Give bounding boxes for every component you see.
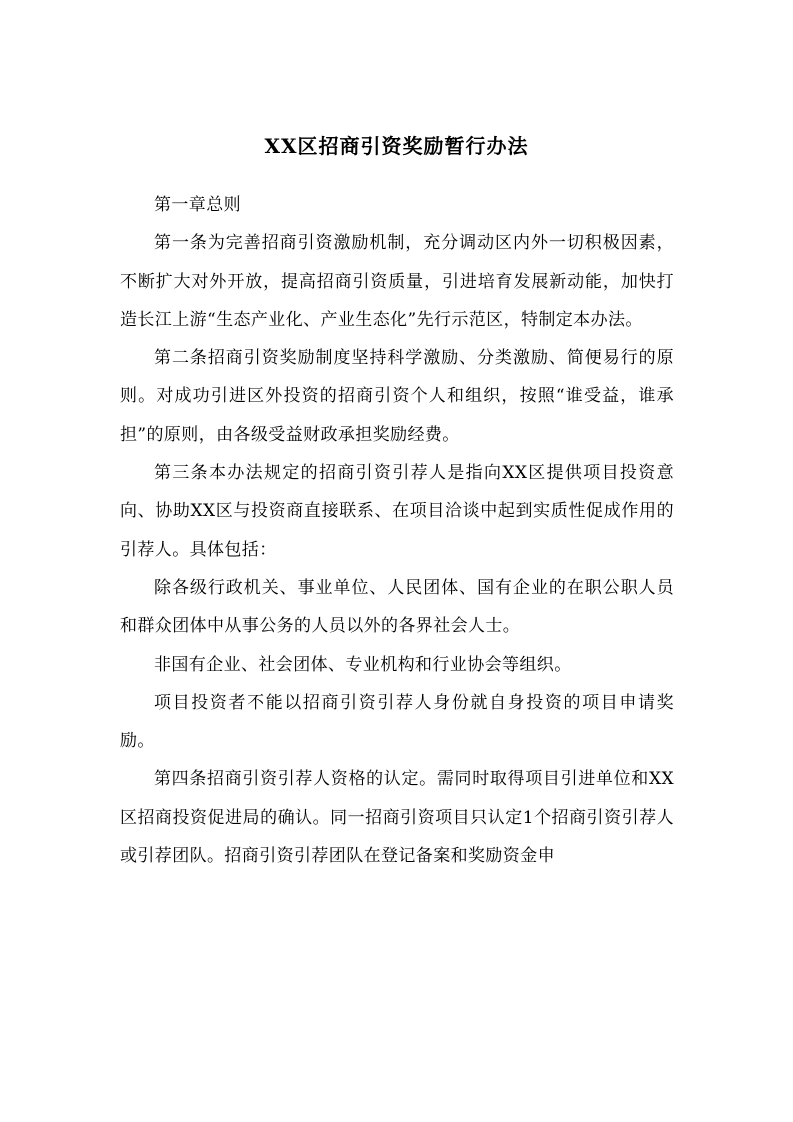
article-4-paragraph: 第四条招商引资引荐人资格的认定。需同时取得项目引进单位和XX区招商投资促进局的确认。同一招商引资项目只认定1个招商引资引荐人或引荐团队。招商引资引荐团队在登记备案和奖励资金申 — [120, 769, 674, 867]
article-1-paragraph: 第一条为完善招商引资激励机制，充分调动区内外一切积极因素，不断扩大对外开放，提高招商引资质量，引进培育发展新动能，加快打造长江上游“生态产业化、产业生态化”先行示范区，特制定本办法。 — [120, 233, 674, 330]
article-2-paragraph: 第二条招商引资奖励制度坚持科学激励、分类激励、简便易行的原则。对成功引进区外投资的招商引资个人和组织，按照“谁受益，谁承担”的原则，由各级受益财政承担奖励经费。 — [120, 348, 674, 445]
article-3-item-1-paragraph: 除各级行政机关、事业单位、人民团体、国有企业的在职公职人员和群众团体中从事公务的人员以外的各界社会人士。 — [120, 577, 674, 637]
document-title: XX区招商引资奖励暂行办法 — [264, 134, 529, 158]
chapter-heading: 第一章总则 — [154, 195, 241, 215]
document-body — [120, 186, 674, 875]
article-3-paragraph: 第三条本办法规定的招商引资引荐人是指向XX区提供项目投资意向、协助XX区与投资商直接联系、在项目洽谈中起到实质性促成作用的引荐人。具体包括： — [120, 463, 674, 560]
article-3-item-2-paragraph: 非国有企业、社会团体、专业机构和行业协会等组织。 — [154, 654, 572, 675]
article-3-note-paragraph: 项目投资者不能以招商引资引荐人身份就自身投资的项目申请奖励。 — [120, 692, 674, 752]
